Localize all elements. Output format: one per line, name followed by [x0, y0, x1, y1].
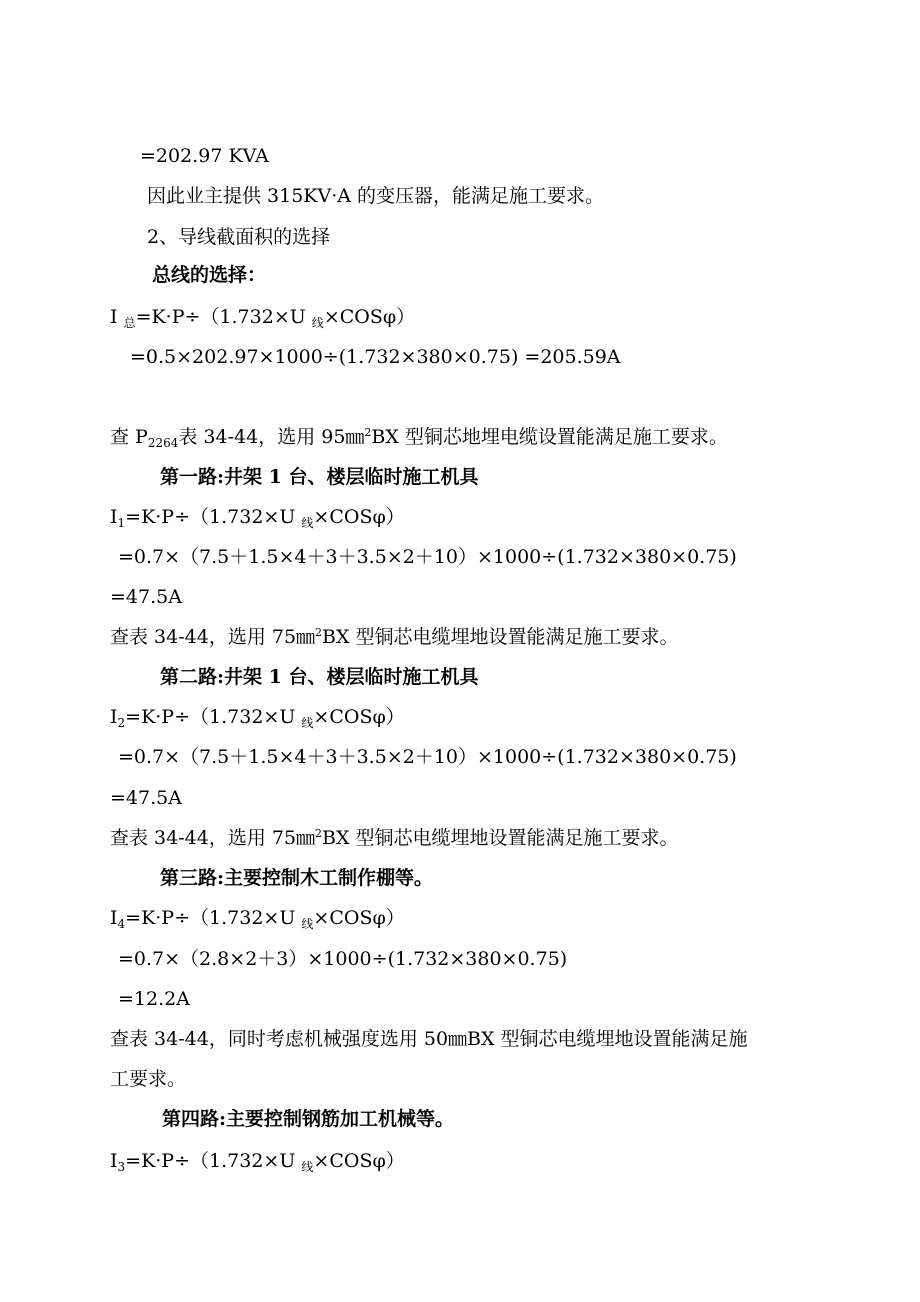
formula-total-current [110, 306, 416, 330]
formula-text: I [110, 907, 118, 929]
formula-text: =K·P÷（1.732×U [125, 1150, 302, 1172]
selection-text: 查表 34-44，选用 75㎜ [110, 626, 316, 648]
formula-circuit-2 [110, 706, 405, 730]
formula-text: =K·P÷（1.732×U [125, 506, 302, 528]
formula-subscript: 线 [301, 516, 314, 530]
formula-text: =K·P÷（1.732×U [135, 306, 312, 328]
formula-circuit-4 [110, 1150, 405, 1174]
circuit-1-heading: 第一路:井架 1 台、楼层临时施工机具 [160, 466, 479, 488]
circuit-4-heading: 第四路:主要控制钢筋加工机械等。 [162, 1108, 455, 1130]
formula-text: I [110, 706, 118, 728]
cable-selection-circuit-1 [110, 628, 679, 647]
cable-selection-circuit-3: 查表 34-44，同时考虑机械强度选用 50㎜BX 型铜芯电缆埋地设置能满足施 [110, 1028, 748, 1050]
area-superscript: 2 [315, 827, 323, 840]
formula-subscript: 1 [117, 516, 126, 530]
formula-text: ×COSφ） [313, 706, 405, 728]
calc-circuit-1: =0.7×（7.5＋1.5×4＋3＋3.5×2＋10）×1000÷(1.732×380×0.75) [118, 546, 737, 568]
formula-circuit-1 [110, 506, 405, 530]
formula-subscript: 线 [301, 716, 314, 730]
selection-text: BX 型铜芯地埋电缆设置能满足施工要求。 [371, 426, 728, 448]
kva-result: =202.97 KVA [140, 145, 269, 167]
selection-text: 查表 34-44，选用 75㎜ [110, 827, 316, 849]
calc-circuit-2: =0.7×（7.5＋1.5×4＋3＋3.5×2＋10）×1000÷(1.732×380×0.75) [118, 746, 737, 768]
area-superscript: 2 [364, 426, 372, 439]
calc-circuit-3: =0.7×（2.8×2＋3）×1000÷(1.732×380×0.75) [118, 948, 568, 970]
selection-text: BX 型铜芯电缆埋地设置能满足施工要求。 [322, 827, 679, 849]
formula-subscript: 3 [117, 1160, 126, 1174]
result-circuit-3: =12.2A [118, 988, 190, 1010]
cable-selection-circuit-2 [110, 829, 679, 848]
formula-text: I [110, 506, 118, 528]
formula-subscript: 线 [301, 1160, 314, 1174]
calc-total-current: =0.5×202.97×1000÷(1.732×380×0.75) =205.59A [130, 346, 621, 368]
formula-text: I [110, 306, 124, 328]
formula-text: =K·P÷（1.732×U [125, 907, 302, 929]
formula-subscript: 总 [123, 316, 136, 330]
circuit-3-heading: 第三路:主要控制木工制作棚等。 [160, 867, 434, 889]
selection-text: 表 34-44，选用 95㎜ [178, 426, 365, 448]
formula-text: ×COSφ） [323, 306, 416, 328]
transformer-conclusion: 因此业主提供 315KV·A 的变压器，能满足施工要求。 [147, 185, 605, 207]
result-circuit-1: =47.5A [110, 586, 182, 608]
circuit-2-heading: 第二路:井架 1 台、楼层临时施工机具 [160, 666, 479, 688]
formula-text: I [110, 1150, 118, 1172]
formula-text: ×COSφ） [313, 907, 405, 929]
page-reference-subscript: 2264 [147, 436, 179, 450]
section-heading: 2、导线截面积的选择 [147, 226, 331, 248]
area-superscript: 2 [315, 626, 323, 639]
formula-text: ×COSφ） [313, 506, 405, 528]
formula-text: =K·P÷（1.732×U [125, 706, 302, 728]
formula-subscript: 线 [301, 917, 314, 931]
selection-text: 查 P [110, 426, 148, 448]
cable-selection-circuit-3-cont: 工要求。 [110, 1068, 187, 1090]
formula-subscript: 2 [117, 716, 126, 730]
formula-circuit-3 [110, 907, 405, 931]
formula-subscript: 4 [117, 917, 126, 931]
subheading-main-line: 总线的选择： [152, 264, 267, 286]
selection-text: BX 型铜芯电缆埋地设置能满足施工要求。 [322, 626, 679, 648]
formula-subscript: 线 [311, 316, 324, 330]
cable-selection-main [110, 426, 728, 450]
formula-text: ×COSφ） [313, 1150, 405, 1172]
result-circuit-2: =47.5A [110, 787, 182, 809]
